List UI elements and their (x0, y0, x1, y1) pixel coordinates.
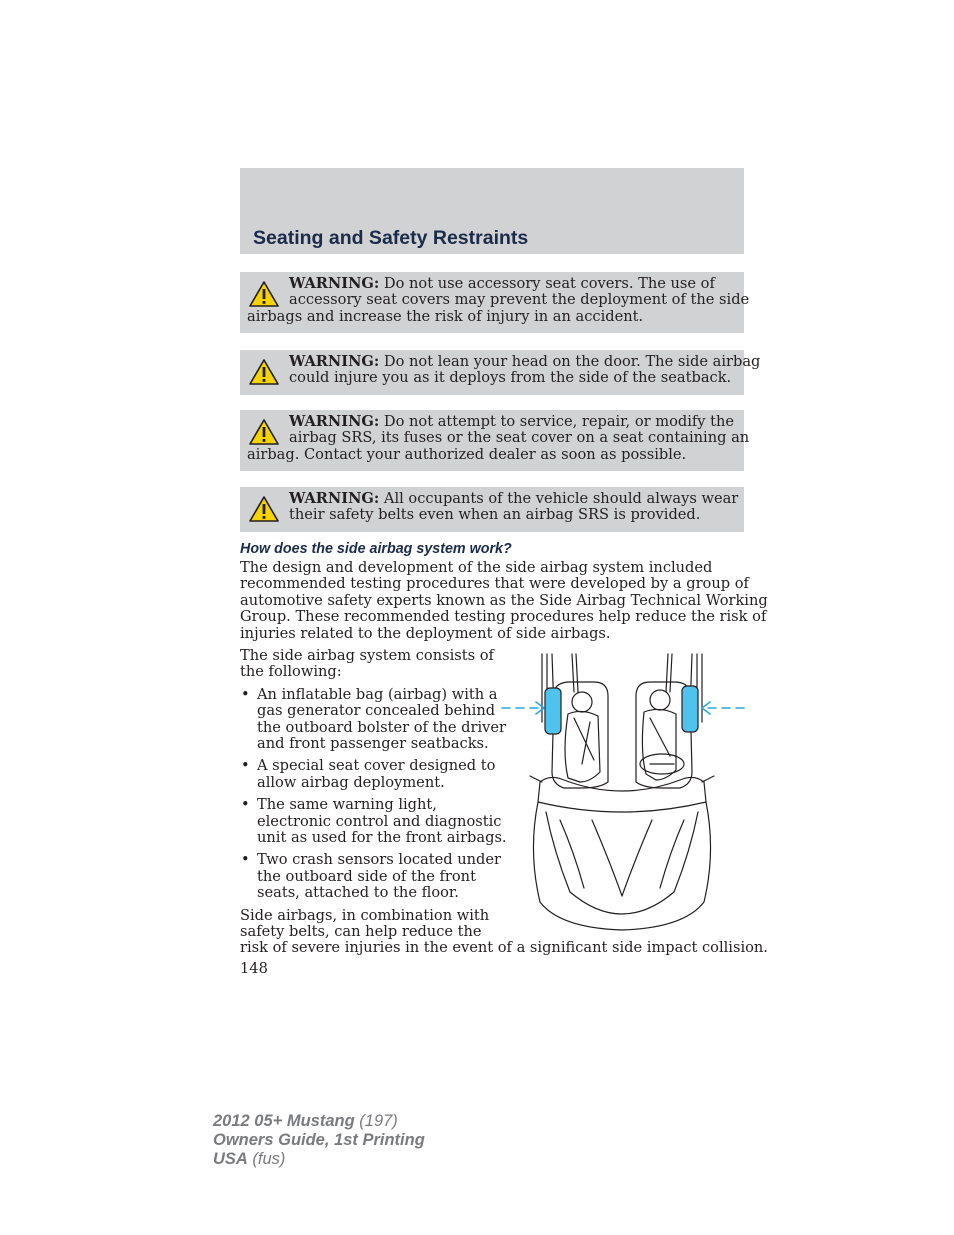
components-column (240, 647, 507, 941)
warning-triangle-icon (248, 495, 280, 523)
text-line: the following: (240, 663, 342, 681)
text-line: injuries related to the deployment of side airbags. (240, 624, 611, 642)
bullet-glyph: • (241, 685, 250, 703)
warning-box-service (240, 410, 750, 471)
closing-paragraph (240, 908, 500, 941)
text-line: and front passenger seatbacks. (257, 735, 489, 753)
bullet-glyph: • (241, 851, 250, 869)
section-title: Seating and Safety Restraints (253, 227, 529, 249)
text-line: the outboard bolster of the driver (257, 718, 506, 736)
footer-market-code: (fus) (247, 1150, 286, 1168)
list-item (240, 852, 500, 901)
warning-box-safety-belts (240, 487, 744, 532)
text-line: gas generator concealed behind (257, 702, 496, 720)
warning-triangle-icon (248, 418, 280, 446)
warning-label: WARNING: (289, 275, 380, 292)
passenger-side-airbag (682, 686, 698, 732)
warning-text: airbag. Contact your authorized dealer as soon as possible. (247, 445, 687, 463)
components-list (240, 685, 507, 902)
text-line: seats, attached to the floor. (257, 884, 459, 902)
text-line: An inflatable bag (airbag) with a (257, 685, 498, 703)
warning-text: their safety belts even when an airbag SRS is provided. (289, 506, 701, 524)
side-airbag-illustration (500, 652, 746, 932)
bullet-glyph: • (241, 757, 250, 775)
impact-arrow-right (702, 702, 744, 714)
warning-text: All occupants of the vehicle should always wear (383, 490, 739, 507)
warning-triangle-icon (248, 358, 280, 386)
document-footer (213, 1112, 425, 1169)
text-line: allow airbag deployment. (257, 773, 445, 791)
text-line: A special seat cover designed to (257, 757, 496, 775)
driver-side-airbag (545, 688, 561, 734)
text-line: recommended testing procedures that were developed by a group of (240, 575, 749, 593)
text-line: the outboard side of the front (257, 867, 476, 885)
list-item (240, 685, 506, 753)
intro-paragraph (240, 559, 768, 642)
impact-arrow-left (502, 702, 544, 714)
warning-text: Do not lean your head on the door. The side airbag (383, 353, 761, 370)
closing-last-line: risk of severe injuries in the event of a significant side impact collision. (240, 939, 768, 956)
warning-text: Do not use accessory seat covers. The use of (383, 275, 715, 292)
bullet-glyph: • (241, 796, 250, 814)
text-line: Two crash sensors located under (257, 851, 501, 869)
warning-label: WARNING: (289, 490, 380, 507)
warning-label: WARNING: (289, 413, 380, 430)
text-line: unit as used for the front airbags. (257, 829, 507, 847)
text-line: automotive safety experts known as the Side Airbag Technical Working (240, 591, 768, 609)
warning-text: airbags and increase the risk of injury in an accident. (247, 307, 644, 325)
page-number: 148 (240, 960, 268, 977)
footer-model: 2012 05+ Mustang (213, 1112, 355, 1130)
text-line: electronic control and diagnostic (257, 812, 502, 830)
text-line: The side airbag system consists of (240, 647, 494, 664)
warning-triangle-icon (248, 280, 280, 308)
text-line: The same warning light, (257, 796, 437, 814)
text-line: Group. These recommended testing procedures help reduce the risk of (240, 608, 767, 626)
section-header-band (240, 168, 744, 254)
warning-box-seat-covers (240, 272, 750, 333)
text-line: safety belts, can help reduce the (240, 923, 482, 941)
text-line: The design and development of the side airbag system included (240, 559, 713, 576)
warning-text: accessory seat covers may prevent the deployment of the side (289, 291, 750, 309)
text-line: Side airbags, in combination with (240, 906, 490, 924)
subsection-heading: How does the side airbag system work? (240, 541, 512, 557)
warning-box-head-door (240, 350, 761, 395)
footer-code: (197) (354, 1112, 398, 1130)
list-item (240, 796, 507, 847)
list-item (240, 758, 500, 791)
warning-text: Do not attempt to service, repair, or modify the (383, 413, 735, 430)
warning-text: airbag SRS, its fuses or the seat cover on a seat containing an (289, 429, 750, 447)
consists-paragraph (240, 648, 500, 681)
warning-label: WARNING: (289, 353, 380, 370)
warning-text: could injure you as it deploys from the side of the seatback. (289, 369, 732, 387)
footer-market: USA (213, 1150, 248, 1168)
footer-guide: Owners Guide, 1st Printing (213, 1131, 425, 1149)
